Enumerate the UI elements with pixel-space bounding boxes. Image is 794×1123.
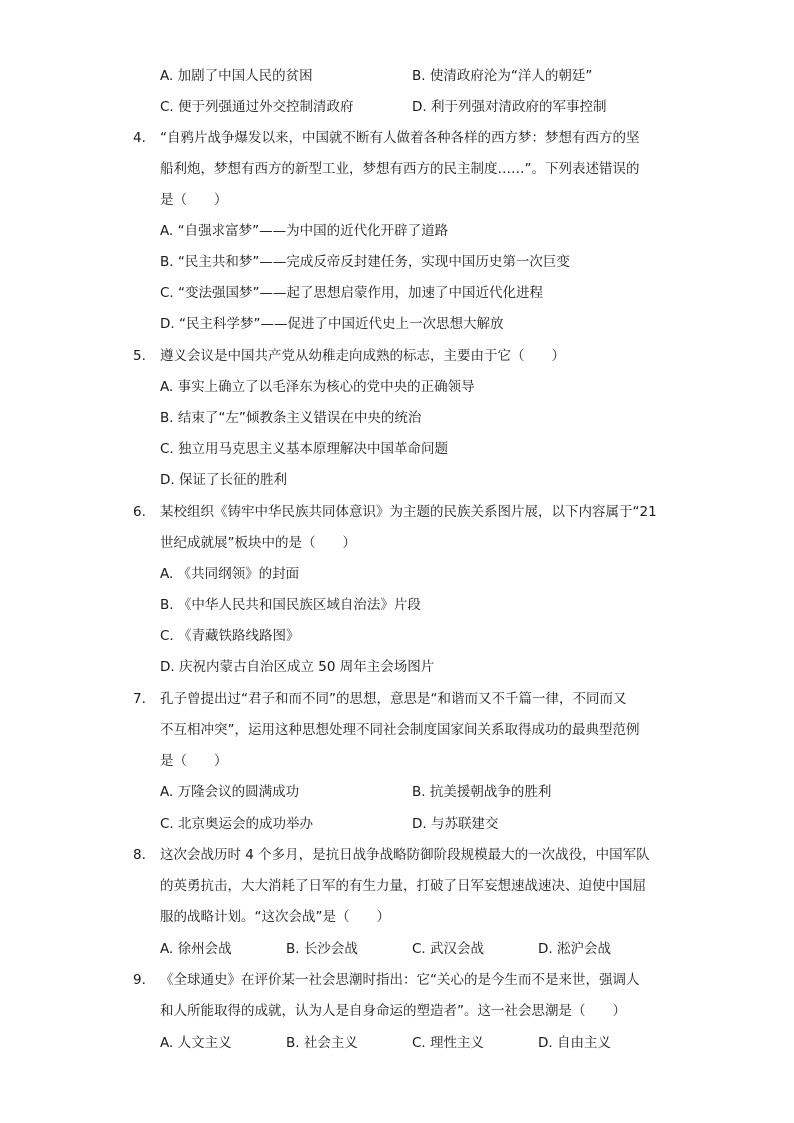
question-stem-line: 某校组织《铸牢中华民族共同体意识》为主题的民族关系图片展，以下内容属于“21 (160, 504, 657, 520)
prev-option-b: B. 使清政府沦为“洋人的朝廷” (412, 68, 593, 84)
option-b: B. 《中华人民共和国民族区域自治法》片段 (160, 597, 421, 613)
question-stem-line: 这次会战历时 4 个多月，是抗日战争战略防御阶段规模最大的一次战役，中国军队 (160, 847, 650, 863)
question-number: 7. (133, 691, 146, 707)
question-stem-line: 的英勇抗击，大大消耗了日军的有生力量，打破了日军妄想速战速决、迫使中国屈 (160, 878, 646, 894)
option-c: C. “变法强国梦”——起了思想启蒙作用，加速了中国近代化进程 (160, 285, 543, 301)
question-stem-line: “自鸦片战争爆发以来，中国就不断有人做着各种各样的西方梦：梦想有西方的坚 (160, 130, 640, 146)
question-number: 5. (133, 348, 146, 364)
question-stem-line: 遵义会议是中国共产党从幼稚走向成熟的标志，主要由于它（ ） (160, 348, 565, 364)
question-stem-line: 和人所能取得的成就，认为人是自身命运的塑造者”。这一社会思潮是（ ） (160, 1003, 626, 1019)
option-a: A. “自强求富梦”——为中国的近代化开辟了道路 (160, 223, 449, 239)
option-a: A. 《共同纲领》的封面 (160, 566, 300, 582)
question-stem-line: 是（ ） (160, 192, 228, 208)
question-number: 8. (133, 847, 146, 863)
prev-option-c: C. 便于列强通过外交控制清政府 (160, 99, 354, 115)
option-a: A. 事实上确立了以毛泽东为核心的党中央的正确领导 (160, 379, 475, 395)
option-a: A. 万隆会议的圆满成功 (160, 784, 300, 800)
option-d: D. 自由主义 (538, 1035, 611, 1051)
option-b: B. 抗美援朝战争的胜利 (412, 784, 552, 800)
option-c: C. 北京奥运会的成功举办 (160, 816, 314, 832)
option-b: B. 社会主义 (286, 1035, 358, 1051)
option-b: B. “民主共和梦”——完成反帝反封建任务，实现中国历史第一次巨变 (160, 254, 570, 270)
option-c: C. 独立用马克思主义基本原理解决中国革命问题 (160, 441, 449, 457)
question-number: 9. (133, 972, 146, 988)
option-d: D. 保证了长征的胜利 (160, 472, 287, 488)
option-d: D. 庆祝内蒙古自治区成立 50 周年主会场图片 (160, 659, 435, 675)
prev-option-a: A. 加剧了中国人民的贫困 (160, 68, 313, 84)
option-c: C. 理性主义 (412, 1035, 485, 1051)
question-stem-line: 不互相冲突”，运用这种思想处理不同社会制度国家间关系取得成功的最典型范例 (160, 722, 640, 738)
option-d: D. 与苏联建交 (412, 816, 499, 832)
question-stem-line: 服的战略计划。“这次会战”是（ ） (160, 909, 390, 925)
option-d: D. 淞沪会战 (538, 941, 611, 957)
option-a: A. 徐州会战 (160, 941, 232, 957)
question-number: 6. (133, 504, 146, 520)
prev-option-d: D. 利于列强对清政府的军事控制 (412, 99, 607, 115)
option-a: A. 人文主义 (160, 1035, 232, 1051)
question-stem-line: 世纪成就展”板块中的是（ ） (160, 535, 356, 551)
option-b: B. 结束了“左”倾教条主义错误在中央的统治 (160, 410, 422, 426)
question-number: 4. (133, 130, 146, 146)
question-stem-line: 《全球通史》在评价某一社会思潮时指出：它“关心的是今生而不是来世，强调人 (160, 972, 640, 988)
question-stem-line: 船利炮，梦想有西方的新型工业，梦想有西方的民主制度……”。下列表述错误的 (160, 161, 640, 177)
option-c: C. 武汉会战 (412, 941, 485, 957)
option-c: C. 《青藏铁路线路图》 (160, 628, 300, 644)
question-stem-line: 是（ ） (160, 753, 228, 769)
option-d: D. “民主科学梦”——促进了中国近代史上一次思想大解放 (160, 316, 504, 332)
option-b: B. 长沙会战 (286, 941, 358, 957)
question-stem-line: 孔子曾提出过“君子和而不同”的思想，意思是“和谐而又不千篇一律，不同而又 (160, 691, 627, 707)
